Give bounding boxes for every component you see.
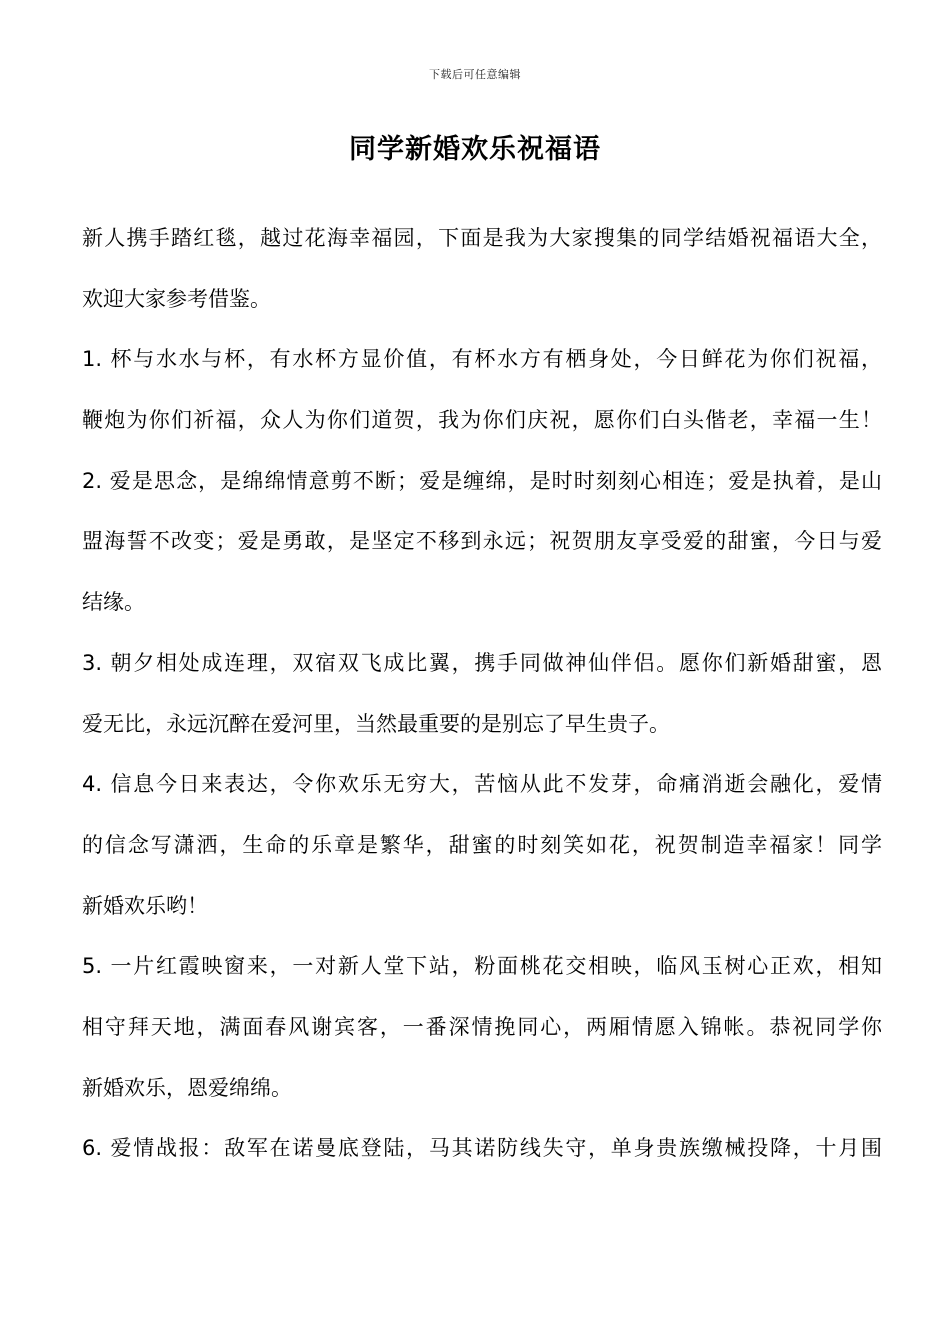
paragraph-line: 相守拜天地，满面春风谢宾客，一番深情挽同心，两厢情愿入锦帐。恭祝同学你 xyxy=(82,1014,882,1039)
paragraph-line: 爱无比，永远沉醉在爱河里，当然最重要的是别忘了早生贵子。 xyxy=(82,711,670,736)
paragraph-line: 欢迎大家参考借鉴。 xyxy=(82,286,271,311)
paragraph-line: 新婚欢乐，恩爱绵绵。 xyxy=(82,1075,292,1100)
paragraph-line: 新婚欢乐哟！ xyxy=(82,893,208,918)
document-body xyxy=(82,216,882,1187)
paragraph-line: 盟海誓不改变；爱是勇敢，是坚定不移到永远；祝贺朋友享受爱的甜蜜，今日与爱 xyxy=(82,529,882,554)
paragraph-line: 的信念写潇洒，生命的乐章是繁华，甜蜜的时刻笑如花，祝贺制造幸福家！同学 xyxy=(82,832,882,857)
paragraph-line: 5. 一片红霞映窗来，一对新人堂下站，粉面桃花交相映，临风玉树心正欢，相知 xyxy=(82,954,882,979)
paragraph-line: 1. 杯与水水与杯，有水杯方显价值，有杯水方有栖身处，今日鲜花为你们祝福， xyxy=(82,347,882,372)
paragraph-line: 4. 信息今日来表达，令你欢乐无穷大，苦恼从此不发芽，命痛消逝会融化，爱情 xyxy=(82,772,882,797)
paragraph-line: 3. 朝夕相处成连理，双宿双飞成比翼，携手同做神仙伴侣。愿你们新婚甜蜜，恩 xyxy=(82,650,882,675)
paragraph-line: 2. 爱是思念，是绵绵情意剪不断；爱是缠绵，是时时刻刻心相连；爱是执着，是山 xyxy=(82,468,882,493)
header-note: 下载后可任意编辑 xyxy=(429,68,521,81)
paragraph-line: 6. 爱情战报：敌军在诺曼底登陆，马其诺防线失守，单身贵族缴械投降，十月围 xyxy=(82,1136,882,1161)
paragraph-line: 结缘。 xyxy=(82,590,145,615)
document-title: 同学新婚欢乐祝福语 xyxy=(349,134,601,165)
paragraph-line: 鞭炮为你们祈福，众人为你们道贺，我为你们庆祝，愿你们白头偕老，幸福一生！ xyxy=(82,408,882,433)
paragraph-line: 新人携手踏红毯，越过花海幸福园，下面是我为大家搜集的同学结婚祝福语大全， xyxy=(82,226,882,250)
